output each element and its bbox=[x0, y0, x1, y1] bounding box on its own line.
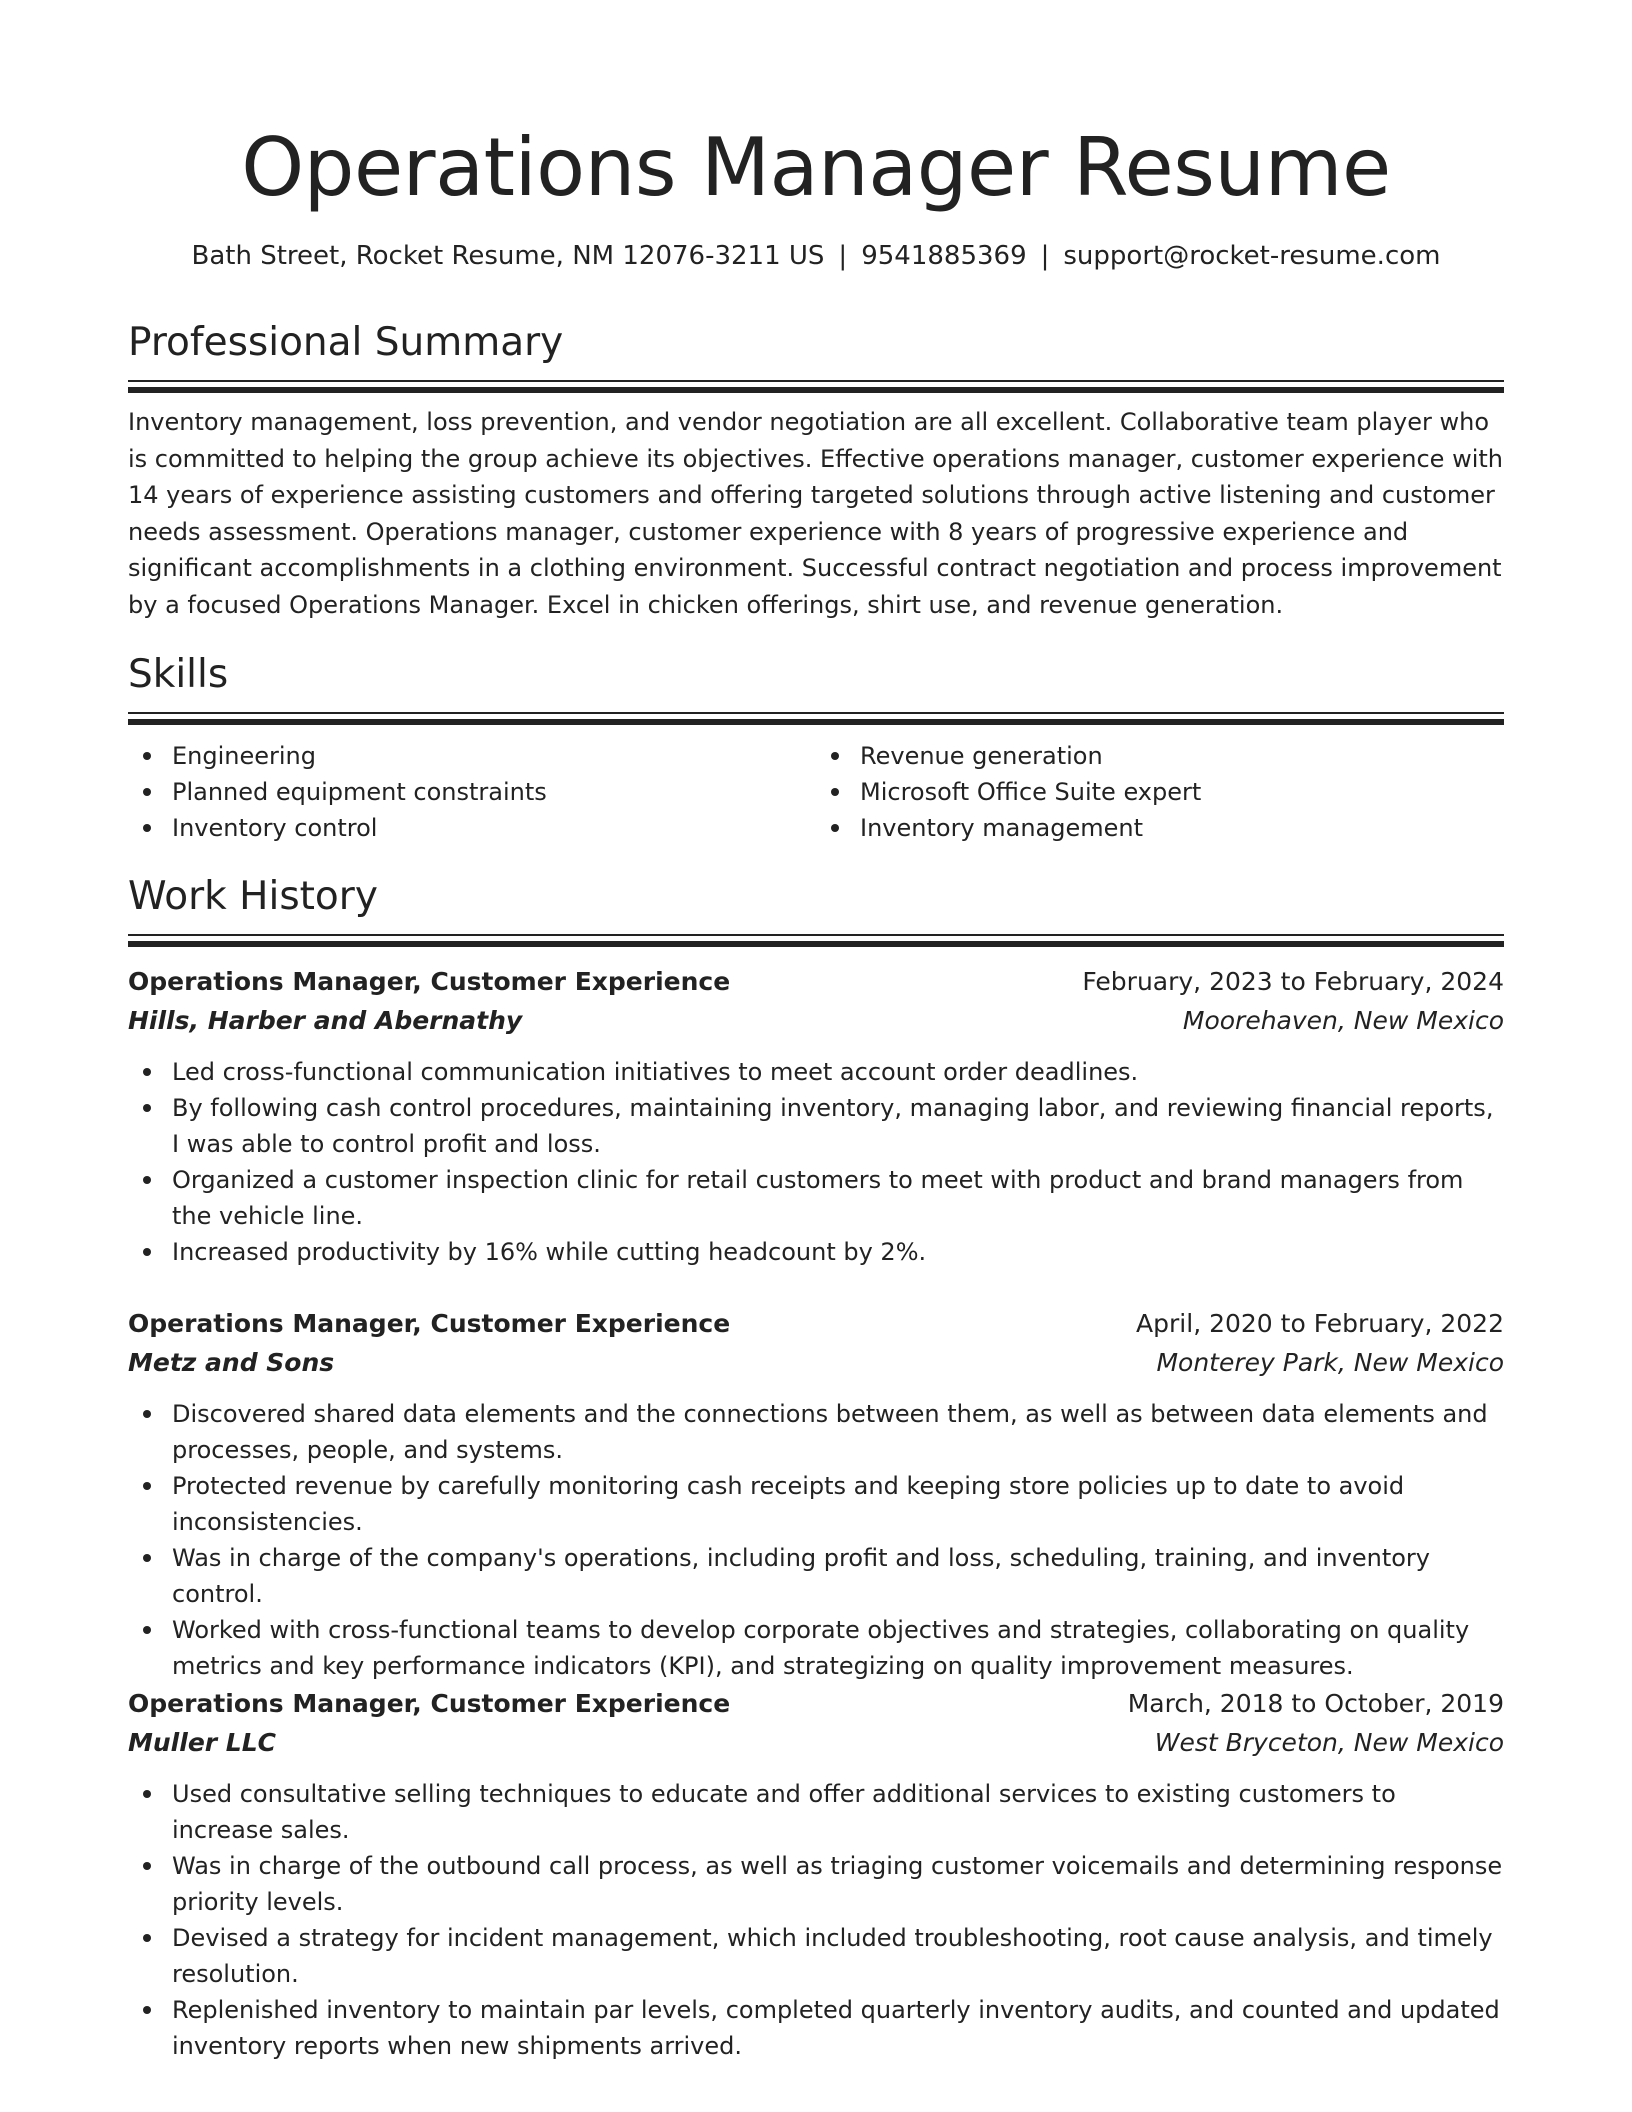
job-bullet: Devised a strategy for incident management, which included troubleshooting, root cause analysis, and timely resolution. bbox=[128, 1920, 1504, 1992]
summary-heading: Professional Summary bbox=[128, 320, 564, 365]
job-bullets bbox=[128, 1396, 1504, 1684]
contact-phone: 9541885369 bbox=[861, 241, 1027, 271]
job-dates: February, 2023 to February, 2024 bbox=[1082, 967, 1504, 996]
job-entry bbox=[128, 1304, 1504, 1684]
job-bullet: Organized a customer inspection clinic for retail customers to meet with product and brand managers from the vehicle line. bbox=[128, 1162, 1504, 1234]
job-bullet: By following cash control procedures, maintaining inventory, managing labor, and reviewing financial reports, I was able to control profit and loss. bbox=[128, 1090, 1504, 1162]
job-bullet: Discovered shared data elements and the connections between them, as well as between data elements and processes, people, and systems. bbox=[128, 1396, 1504, 1468]
job-location: West Bryceton, New Mexico bbox=[1154, 1728, 1504, 1757]
job-dates: March, 2018 to October, 2019 bbox=[1127, 1689, 1504, 1718]
job-bullet: Was in charge of the company's operations, including profit and loss, scheduling, training, and inventory control. bbox=[128, 1540, 1504, 1612]
contact-separator: | bbox=[1040, 241, 1050, 271]
skills-columns bbox=[128, 738, 1504, 846]
job-bullet: Protected revenue by carefully monitoring cash receipts and keeping store policies up to date to avoid inconsistencies. bbox=[128, 1468, 1504, 1540]
job-bullets bbox=[128, 1054, 1504, 1270]
summary-text: Inventory management, loss prevention, and vendor negotiation are all excellent. Collaborative team player who is committed to helping the group achieve its objectives. Effective operations manager, customer experience with 14 years of experience assisting customers and offering targeted solutions through active listening and customer needs assessment. Operations manager, customer experience with 8 years of progressive experience and significant accomplishments in a clothing environment. Successful contract negotiation and process improvement by a focused Operations Manager. Excel in chicken offerings, shirt use, and revenue generation. bbox=[128, 408, 1503, 619]
skill-item: Inventory management bbox=[816, 810, 1504, 846]
resume-title: Operations Manager Resume bbox=[241, 121, 1391, 214]
contact-address: Bath Street, Rocket Resume, NM 12076-3211 US bbox=[191, 241, 825, 271]
skills-right-column bbox=[816, 738, 1504, 846]
job-bullet: Replenished inventory to maintain par levels, completed quarterly inventory audits, and counted and updated inventory reports when new shipments arrived. bbox=[128, 1992, 1504, 2064]
job-dates: April, 2020 to February, 2022 bbox=[1136, 1309, 1504, 1338]
section-divider bbox=[128, 380, 1504, 394]
job-company: Metz and Sons bbox=[128, 1348, 335, 1377]
job-title: Operations Manager, Customer Experience bbox=[128, 1309, 731, 1338]
skills-left-column bbox=[128, 738, 816, 846]
job-location: Moorehaven, New Mexico bbox=[1182, 1006, 1504, 1035]
work-section bbox=[128, 872, 1504, 948]
contact-separator: | bbox=[838, 241, 848, 271]
job-entry bbox=[128, 962, 1504, 1270]
skill-item: Inventory control bbox=[128, 810, 816, 846]
job-location: Monterey Park, New Mexico bbox=[1156, 1348, 1504, 1377]
job-title: Operations Manager, Customer Experience bbox=[128, 1689, 731, 1718]
skill-item: Revenue generation bbox=[816, 738, 1504, 774]
job-company: Hills, Harber and Abernathy bbox=[128, 1006, 523, 1035]
job-title: Operations Manager, Customer Experience bbox=[128, 967, 731, 996]
job-company: Muller LLC bbox=[128, 1728, 277, 1757]
skill-item: Microsoft Office Suite expert bbox=[816, 774, 1504, 810]
job-bullet: Used consultative selling techniques to educate and offer additional services to existing customers to increase sales. bbox=[128, 1776, 1504, 1848]
contact-line bbox=[128, 236, 1504, 276]
job-bullet: Worked with cross-functional teams to develop corporate objectives and strategies, collaborating on quality metrics and key performance indicators (KPI), and strategizing on quality improvement measures. bbox=[128, 1612, 1504, 1684]
section-divider bbox=[128, 712, 1504, 726]
job-bullet: Was in charge of the outbound call process, as well as triaging customer voicemails and determining response priority levels. bbox=[128, 1848, 1504, 1920]
job-entry bbox=[128, 1684, 1504, 2064]
work-heading: Work History bbox=[128, 874, 378, 919]
skills-heading: Skills bbox=[128, 652, 229, 697]
skill-item: Planned equipment constraints bbox=[128, 774, 816, 810]
summary-section bbox=[128, 318, 1504, 623]
section-divider bbox=[128, 934, 1504, 948]
skill-item: Engineering bbox=[128, 738, 816, 774]
job-bullet: Led cross-functional communication initiatives to meet account order deadlines. bbox=[128, 1054, 1504, 1090]
job-bullet: Increased productivity by 16% while cutting headcount by 2%. bbox=[128, 1234, 1504, 1270]
contact-email: support@rocket-resume.com bbox=[1063, 241, 1441, 271]
skills-section bbox=[128, 650, 1504, 846]
job-bullets bbox=[128, 1776, 1504, 2064]
